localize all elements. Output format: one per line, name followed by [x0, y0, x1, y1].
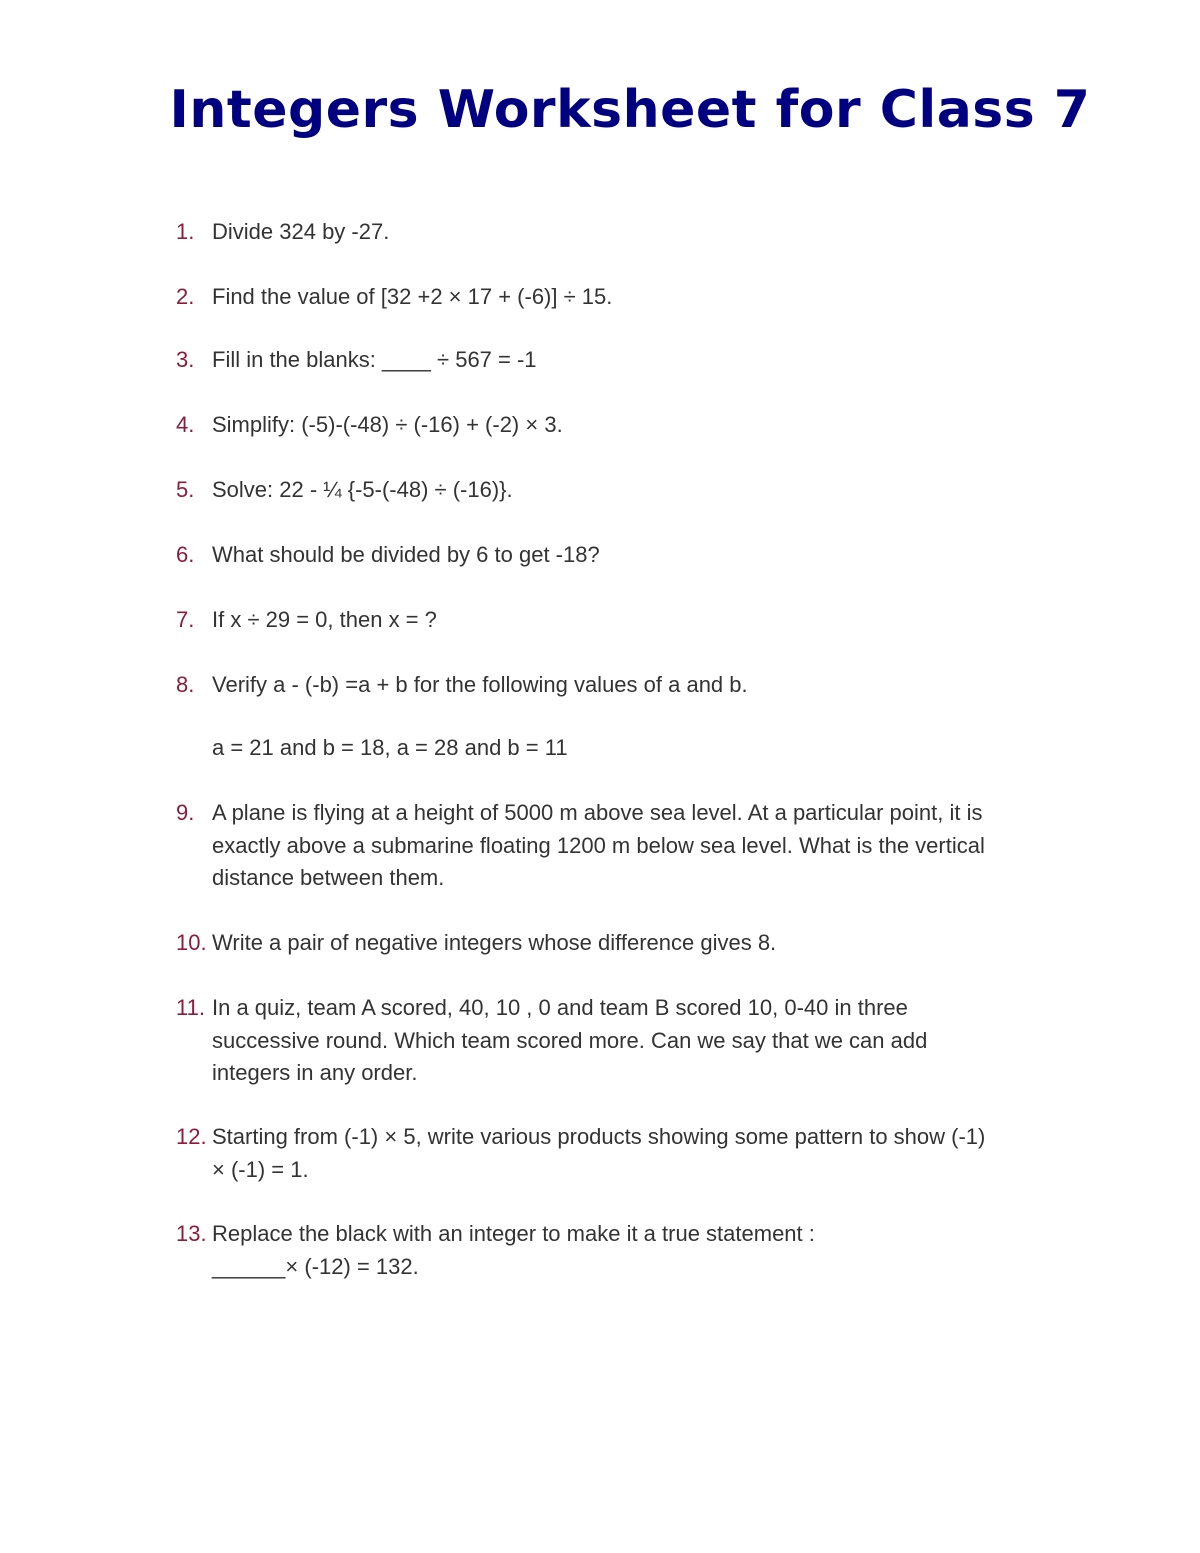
question-text	[212, 797, 1056, 895]
question-12	[176, 1121, 1056, 1186]
question-3	[176, 344, 1056, 377]
question-4	[176, 409, 1056, 442]
question-13	[176, 1218, 1056, 1283]
question-5	[176, 474, 1056, 507]
question-line: Fill in the blanks: ____ ÷ 567 = -1	[212, 347, 537, 372]
question-2	[176, 281, 1056, 314]
question-line: In a quiz, team A scored, 40, 10 , 0 and team B scored 10, 0-40 in three	[212, 995, 908, 1020]
question-line: exactly above a submarine floating 1200 m below sea level. What is the vertical	[212, 832, 985, 858]
question-line: Write a pair of negative integers whose difference gives 8.	[212, 930, 777, 955]
question-8	[176, 669, 1056, 702]
question-number: 10.	[176, 930, 207, 955]
question-number: 1.	[176, 219, 195, 244]
question-text	[212, 604, 1056, 637]
question-line: Find the value of [32 +2 × 17 + (-6)] ÷ 15.	[212, 284, 613, 309]
question-line: × (-1) = 1.	[212, 1156, 309, 1182]
question-line: integers in any order.	[212, 1060, 418, 1085]
question-line: successive round. Which team scored more. Can we say that we can add	[212, 1027, 928, 1053]
question-number: 12.	[176, 1124, 207, 1149]
question-number: 7.	[176, 607, 195, 632]
question-line: distance between them.	[212, 865, 445, 890]
question-text	[212, 474, 1056, 507]
question-line: Simplify: (-5)-(-48) ÷ (-16) + (-2) × 3.	[212, 412, 563, 437]
question-line: Starting from (-1) × 5, write various products showing some pattern to show (-1)	[212, 1124, 986, 1149]
question-line: Divide 324 by -27.	[212, 219, 390, 244]
question-text	[212, 344, 1056, 377]
question-text	[212, 669, 1056, 702]
question-text	[212, 732, 1056, 765]
question-text	[212, 281, 1056, 314]
question-text	[212, 1218, 1056, 1283]
question-text	[212, 539, 1056, 572]
question-line: ______× (-12) = 132.	[212, 1253, 419, 1279]
question-number: 13.	[176, 1221, 207, 1246]
question-11	[176, 992, 1056, 1090]
question-8-values	[176, 732, 1056, 765]
question-line: If x ÷ 29 = 0, then x = ?	[212, 607, 437, 632]
question-number: 4.	[176, 412, 195, 437]
question-text	[212, 992, 1056, 1090]
question-number: 6.	[176, 542, 195, 567]
question-text	[212, 409, 1056, 442]
question-10	[176, 927, 1056, 960]
question-number: 11.	[176, 995, 205, 1020]
question-9	[176, 797, 1056, 895]
page-title: Integers Worksheet for Class 7	[169, 80, 1091, 140]
question-text	[212, 1121, 1056, 1186]
question-line: What should be divided by 6 to get -18?	[212, 542, 600, 567]
question-line: Verify a - (-b) =a + b for the following values of a and b.	[212, 672, 748, 697]
question-number: 3.	[176, 347, 195, 372]
question-1	[176, 216, 1056, 249]
question-number: 8.	[176, 672, 195, 697]
question-6	[176, 539, 1056, 572]
question-line: a = 21 and b = 18, a = 28 and b = 11	[212, 735, 568, 760]
question-line: A plane is flying at a height of 5000 m above sea level. At a particular point, it is	[212, 800, 983, 825]
question-number: 9.	[176, 800, 195, 825]
question-line: Replace the black with an integer to make it a true statement :	[212, 1221, 815, 1246]
question-text	[212, 216, 1056, 249]
question-line: Solve: 22 - ¼ {-5-(-48) ÷ (-16)}.	[212, 477, 513, 502]
question-number: 2.	[176, 284, 195, 309]
question-7	[176, 604, 1056, 637]
question-number: 5.	[176, 477, 195, 502]
question-text	[212, 927, 1056, 960]
